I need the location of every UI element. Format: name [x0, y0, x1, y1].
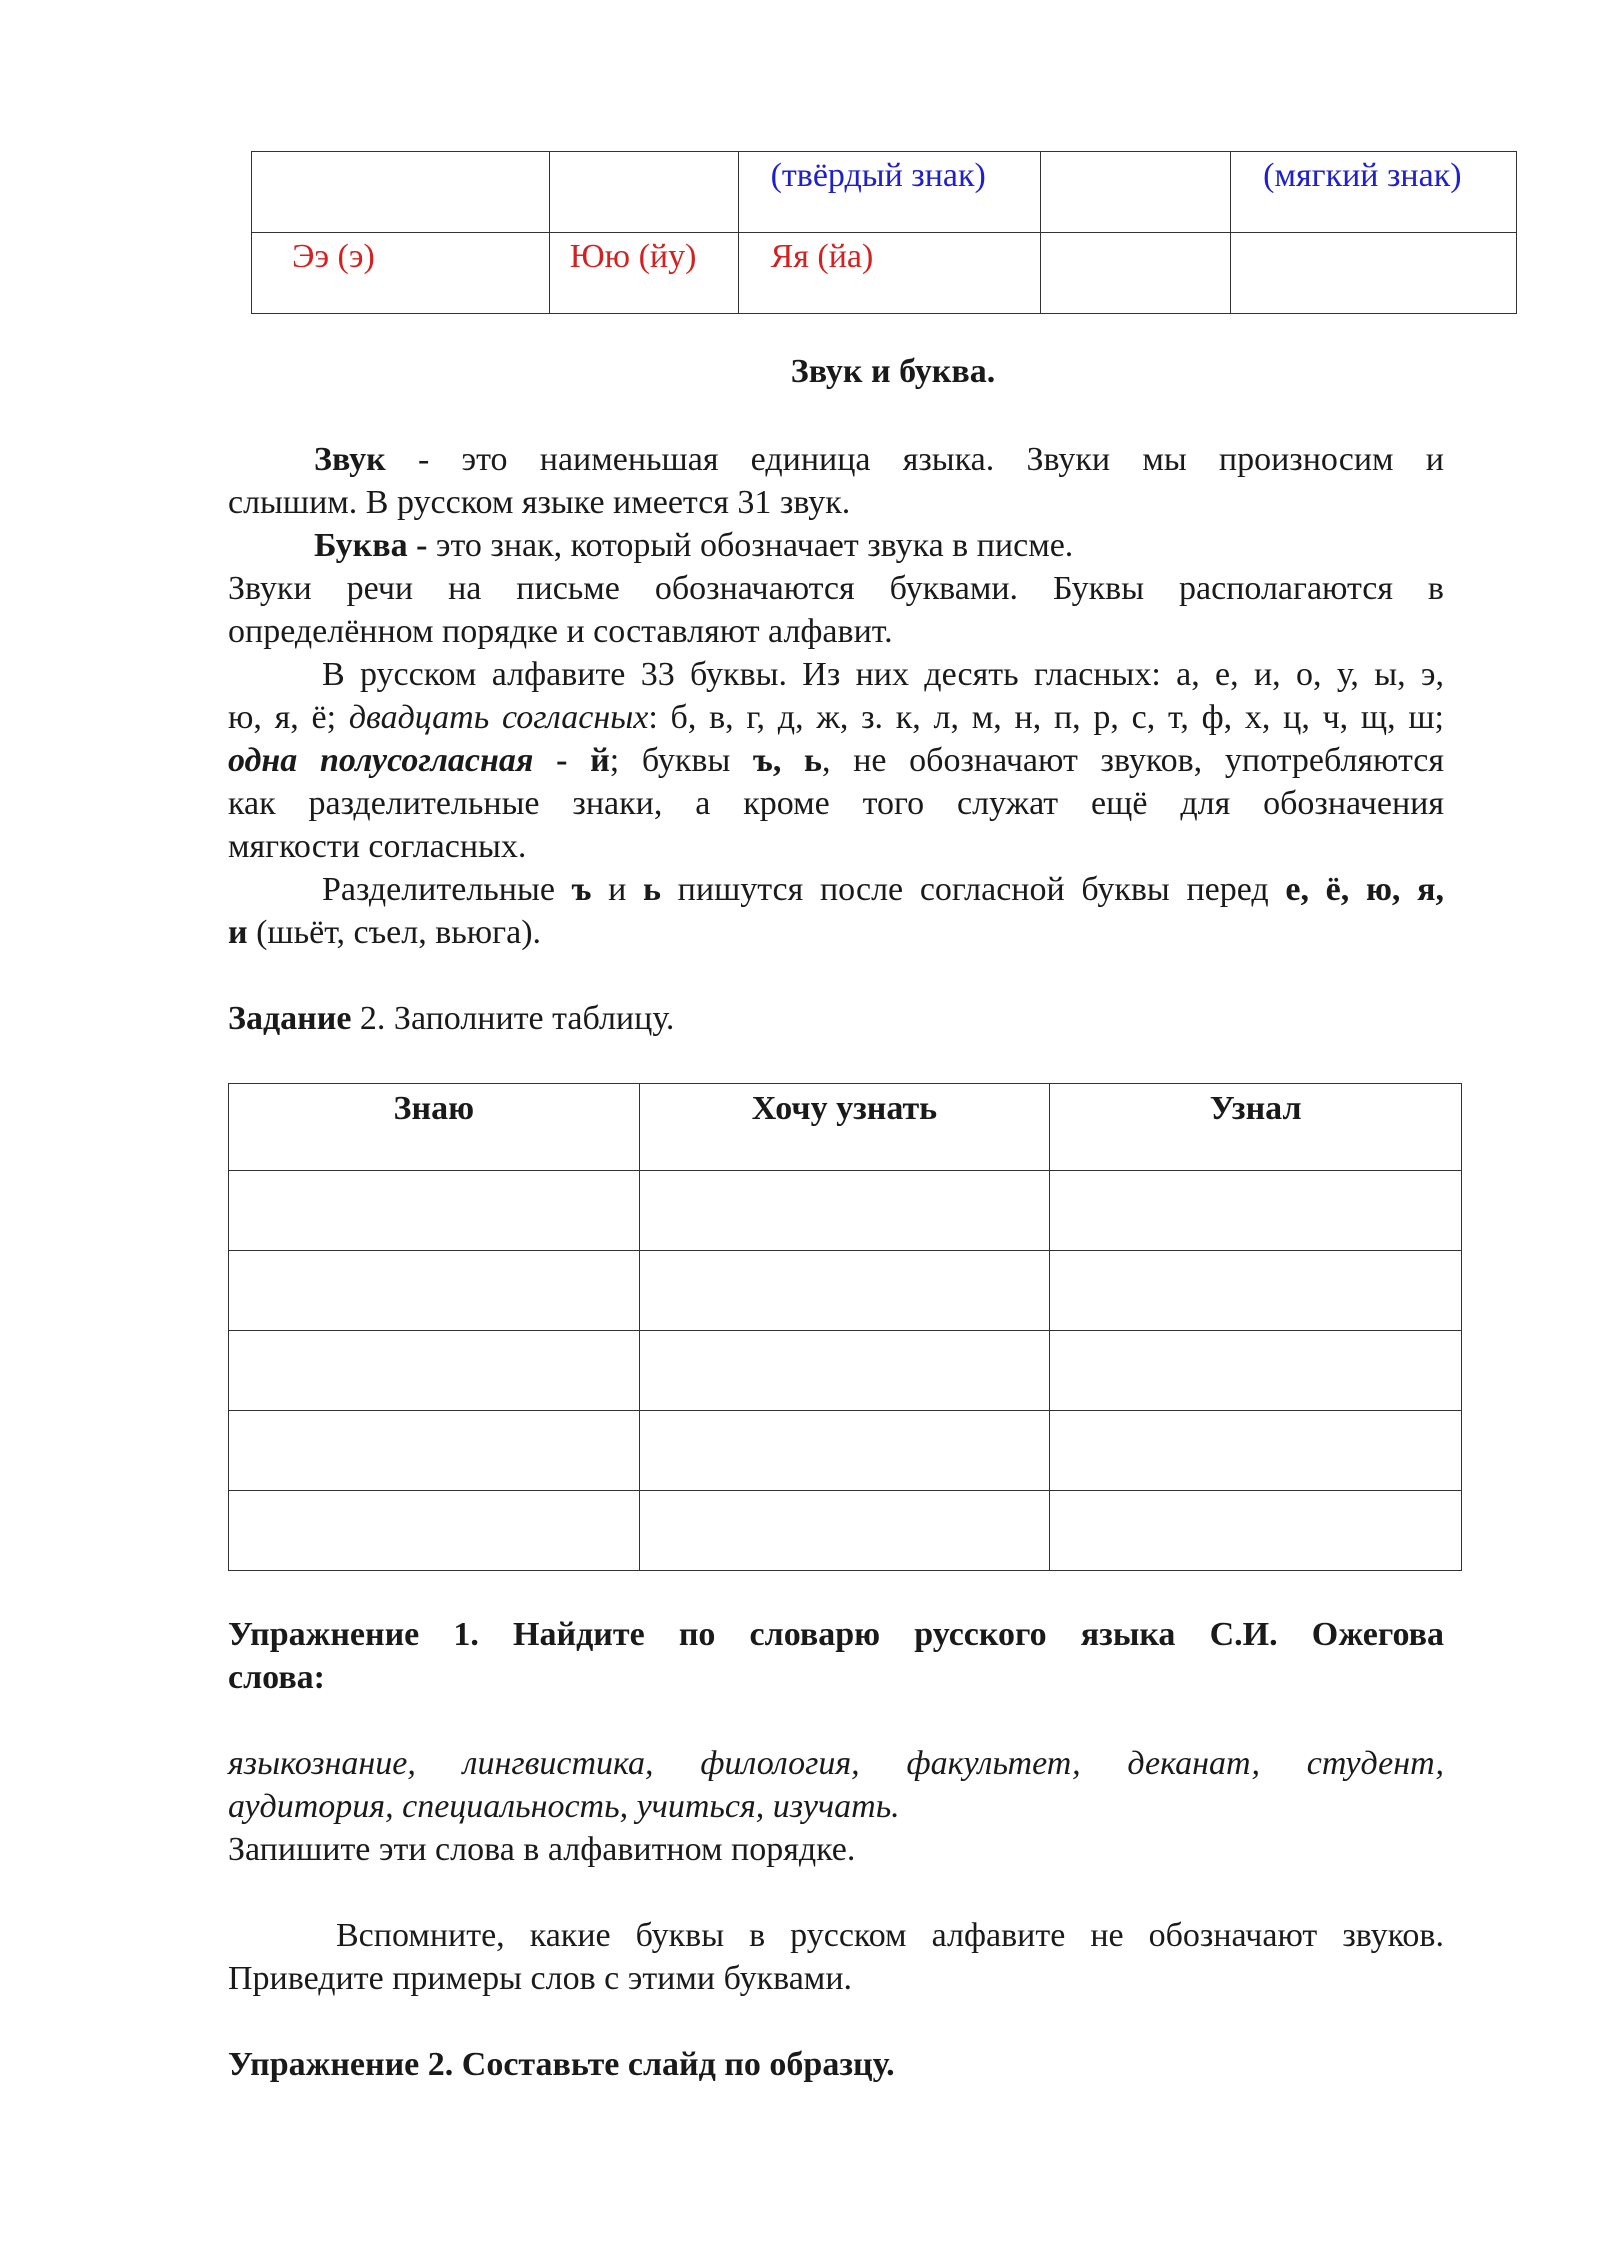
table-cell[interactable] [229, 1171, 640, 1251]
table-cell[interactable] [639, 1411, 1050, 1491]
table-row [229, 1491, 1462, 1571]
dash: - [533, 742, 591, 779]
paragraph-line [228, 696, 1444, 739]
table-cell-letter: Ээ (э) [252, 233, 550, 314]
italic-term: двадцать согласных [348, 699, 649, 736]
table-cell[interactable] [1050, 1251, 1462, 1331]
table-cell[interactable] [1050, 1171, 1462, 1251]
section-heading: Звук и буква. [790, 353, 996, 390]
paragraph-text: Разделительные [322, 871, 572, 908]
paragraph-line [322, 868, 1444, 911]
paragraph-text: : б, в, г, д, ж, з. к, л, м, н, п, р, с, т, ф, х, ц, ч, щ, ш; [648, 699, 1444, 736]
table-row [229, 1251, 1462, 1331]
table-row [252, 152, 1517, 233]
table-cell[interactable] [1050, 1491, 1462, 1571]
exercise-1-title: Упражнение 1. Найдите по словарю русского языка С.И. Ожегова [228, 1616, 1444, 1653]
column-header: Узнал [1050, 1084, 1462, 1171]
table-cell [1231, 233, 1517, 314]
paragraph-sound-line [314, 438, 1444, 481]
task-label: Задание [228, 1000, 352, 1037]
table-cell[interactable] [639, 1331, 1050, 1411]
paragraph-text: ; буквы [609, 742, 753, 779]
table-row [229, 1411, 1462, 1491]
table-row [229, 1331, 1462, 1411]
paragraph-text: это знак, который обозначает звука в писме. [427, 527, 1074, 564]
bold-italic-term: одна полусогласная [228, 742, 534, 779]
term-sound: Звук [314, 441, 386, 478]
table-header-row [229, 1084, 1462, 1171]
paragraph-text: мягкости согласных. [228, 828, 527, 865]
table-cell [549, 152, 738, 233]
term-letter: Буква [314, 527, 408, 564]
paragraph-text: ю, я, ё; [228, 699, 349, 736]
vowel-letter-i: и [228, 914, 248, 951]
table-cell[interactable] [1050, 1331, 1462, 1411]
table-cell [252, 152, 550, 233]
exercise-1-title-cont: слова: [228, 1659, 326, 1696]
paragraph-text: пишутся после согласной буквы перед [661, 871, 1286, 908]
exercise-2-title: Упражнение 2. Составьте слайд по образцу. [228, 2046, 895, 2083]
paragraph-text: В русском алфавите 33 буквы. Из них десять гласных: а, е, и, о, у, ы, э, [322, 656, 1444, 693]
column-header: Хочу узнать [639, 1084, 1050, 1171]
table-cell-soft-sign: (мягкий знак) [1231, 152, 1517, 233]
paragraph-letter [314, 524, 1444, 567]
paragraph-text: и [591, 871, 644, 908]
task-text: 2. Заполните таблицу. [351, 1000, 675, 1037]
table-cell-hard-sign: (твёрдый знак) [738, 152, 1041, 233]
kwl-table [228, 1083, 1462, 1571]
table-cell[interactable] [229, 1331, 640, 1411]
letter-y: й [590, 742, 610, 779]
alphabet-table [251, 151, 1517, 314]
paragraph-text: как разделительные знаки, а кроме того служат ещё для обозначения [228, 785, 1444, 822]
table-row [229, 1171, 1462, 1251]
paragraph-line [228, 911, 1444, 954]
paragraph-line [228, 739, 1444, 782]
table-cell[interactable] [229, 1411, 640, 1491]
paragraph-text: определённом порядке и составляют алфавит. [228, 613, 893, 650]
paragraph-text: слышим. В русском языке имеется 31 звук. [228, 484, 851, 521]
table-row [252, 233, 1517, 314]
exercise-instruction: Запишите эти слова в алфавитном порядке. [228, 1831, 856, 1868]
vowel-letters: е, ё, ю, я, [1285, 871, 1445, 908]
table-cell-letter: Юю (йу) [549, 233, 738, 314]
word-list-cont: аудитория, специальность, учиться, изучать. [228, 1788, 900, 1825]
soft-sign: ь [643, 871, 661, 908]
table-cell-letter: Яя (йа) [738, 233, 1041, 314]
table-cell [1041, 233, 1231, 314]
table-cell[interactable] [639, 1491, 1050, 1571]
paragraph-text: Звуки речи на письме обозначаются буквами. Буквы располагаются в [228, 570, 1444, 607]
table-cell[interactable] [1050, 1411, 1462, 1491]
column-header: Знаю [229, 1084, 640, 1171]
hard-sign: ъ [571, 871, 592, 908]
task-2 [228, 997, 1444, 1040]
table-cell[interactable] [229, 1251, 640, 1331]
table-cell [1041, 152, 1231, 233]
table-cell[interactable] [639, 1171, 1050, 1251]
table-cell[interactable] [639, 1251, 1050, 1331]
table-cell[interactable] [229, 1491, 640, 1571]
word-list: языкознание, лингвистика, филология, факультет, деканат, студент, [228, 1745, 1444, 1782]
paragraph-text: (шьёт, съел, вьюга). [247, 914, 542, 951]
recall-text-cont: Приведите примеры слов с этими буквами. [228, 1960, 853, 1997]
recall-text: Вспомните, какие буквы в русском алфавите не обозначают звуков. [336, 1917, 1444, 1954]
paragraph-text: , не обозначают звуков, употребляются [822, 742, 1445, 779]
paragraph-text: - это наименьшая единица языка. Звуки мы произносим и [417, 441, 1444, 478]
signs: ъ, ь [753, 742, 822, 779]
term-dash: - [407, 527, 428, 564]
